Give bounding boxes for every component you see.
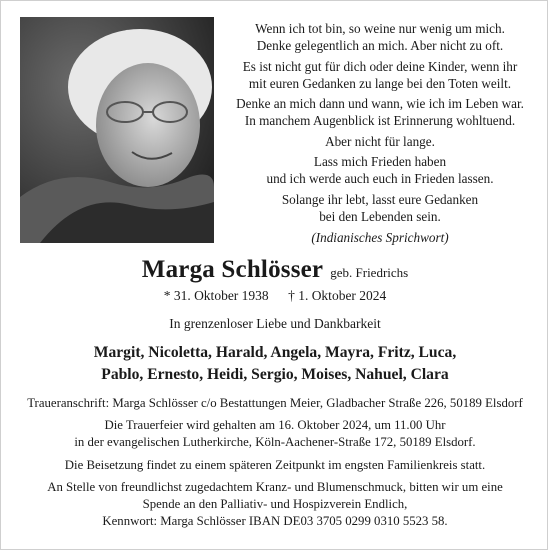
portrait-photo bbox=[20, 17, 214, 243]
donation-line: An Stelle von freundlichst zugedachtem Kranz- und Blumenschmuck, bitten wir um eine bbox=[47, 479, 503, 494]
life-dates bbox=[1, 288, 549, 304]
poem-line: Es ist nicht gut für dich oder deine Kinder, wenn ihr bbox=[242, 58, 518, 74]
poem bbox=[229, 20, 531, 250]
poem-stanza bbox=[229, 58, 531, 93]
poem-stanza bbox=[229, 95, 531, 130]
birth-date: * 31. Oktober 1938 bbox=[163, 288, 269, 303]
poem-line: Aber nicht für lange. bbox=[325, 133, 435, 149]
service-details bbox=[11, 417, 539, 451]
poem-line: bei den Lebenden sein. bbox=[319, 208, 441, 224]
poem-stanza bbox=[229, 191, 531, 226]
poem-line: Denke an mich dann und wann, wie ich im Leben war. bbox=[236, 96, 524, 112]
portrait-image bbox=[20, 17, 214, 243]
poem-line: Wenn ich tot bin, so weine nur wenig um mich. bbox=[255, 21, 505, 36]
poem-stanza bbox=[229, 20, 531, 55]
poem-line: mit euren Gedanken zu lange bei den Toten weilt. bbox=[248, 75, 512, 91]
donation-line: Kennwort: Marga Schlösser IBAN DE03 3705 0299 0310 5523 58. bbox=[102, 514, 448, 529]
poem-line: In manchem Augenblick ist Erinnerung wohltuend. bbox=[244, 113, 516, 129]
poem-line: Solange ihr lebt, lasst eure Gedanken bbox=[281, 191, 479, 207]
poem-stanza bbox=[229, 133, 531, 150]
death-date: † 1. Oktober 2024 bbox=[288, 288, 387, 303]
poem-line: und ich werde auch euch in Frieden lassen. bbox=[266, 171, 494, 187]
funeral-info bbox=[11, 395, 539, 535]
donation-line: Spende an den Palliativ- und Hospizverein Endlich, bbox=[142, 497, 408, 512]
poem-stanza bbox=[229, 153, 531, 188]
poem-line: Denke gelegentlich an mich. Aber nicht zu oft. bbox=[256, 38, 504, 54]
burial-note: Die Beisetzung findet zu einem späteren Zeitpunkt im engsten Familienkreis statt. bbox=[64, 457, 486, 472]
birth-name: geb. Friedrichs bbox=[330, 265, 409, 280]
mourning-address: Traueranschrift: Marga Schlösser c/o Bestattungen Meier, Gladbacher Straße 226, 50189 Elsdorf bbox=[27, 396, 523, 410]
deceased-name-line bbox=[1, 256, 549, 284]
dedication: In grenzenloser Liebe und Dankbarkeit bbox=[169, 316, 381, 331]
mourners-line: Margit, Nicoletta, Harald, Angela, Mayra, Fritz, Luca, bbox=[93, 344, 457, 361]
donation-request bbox=[11, 479, 539, 531]
service-line: in der evangelischen Lutherkirche, Köln-Aachener-Straße 172, 50189 Elsdorf. bbox=[74, 435, 476, 450]
poem-line: Lass mich Frieden haben bbox=[313, 154, 447, 170]
service-line: Die Trauerfeier wird gehalten am 16. Oktober 2024, um 11.00 Uhr bbox=[104, 418, 446, 433]
mourners-list bbox=[1, 342, 549, 386]
poem-source: (Indianisches Sprichwort) bbox=[311, 230, 449, 246]
mourners-line: Pablo, Ernesto, Heidi, Sergio, Moises, Nahuel, Clara bbox=[101, 366, 449, 383]
deceased-name: Marga Schlösser bbox=[141, 256, 324, 283]
